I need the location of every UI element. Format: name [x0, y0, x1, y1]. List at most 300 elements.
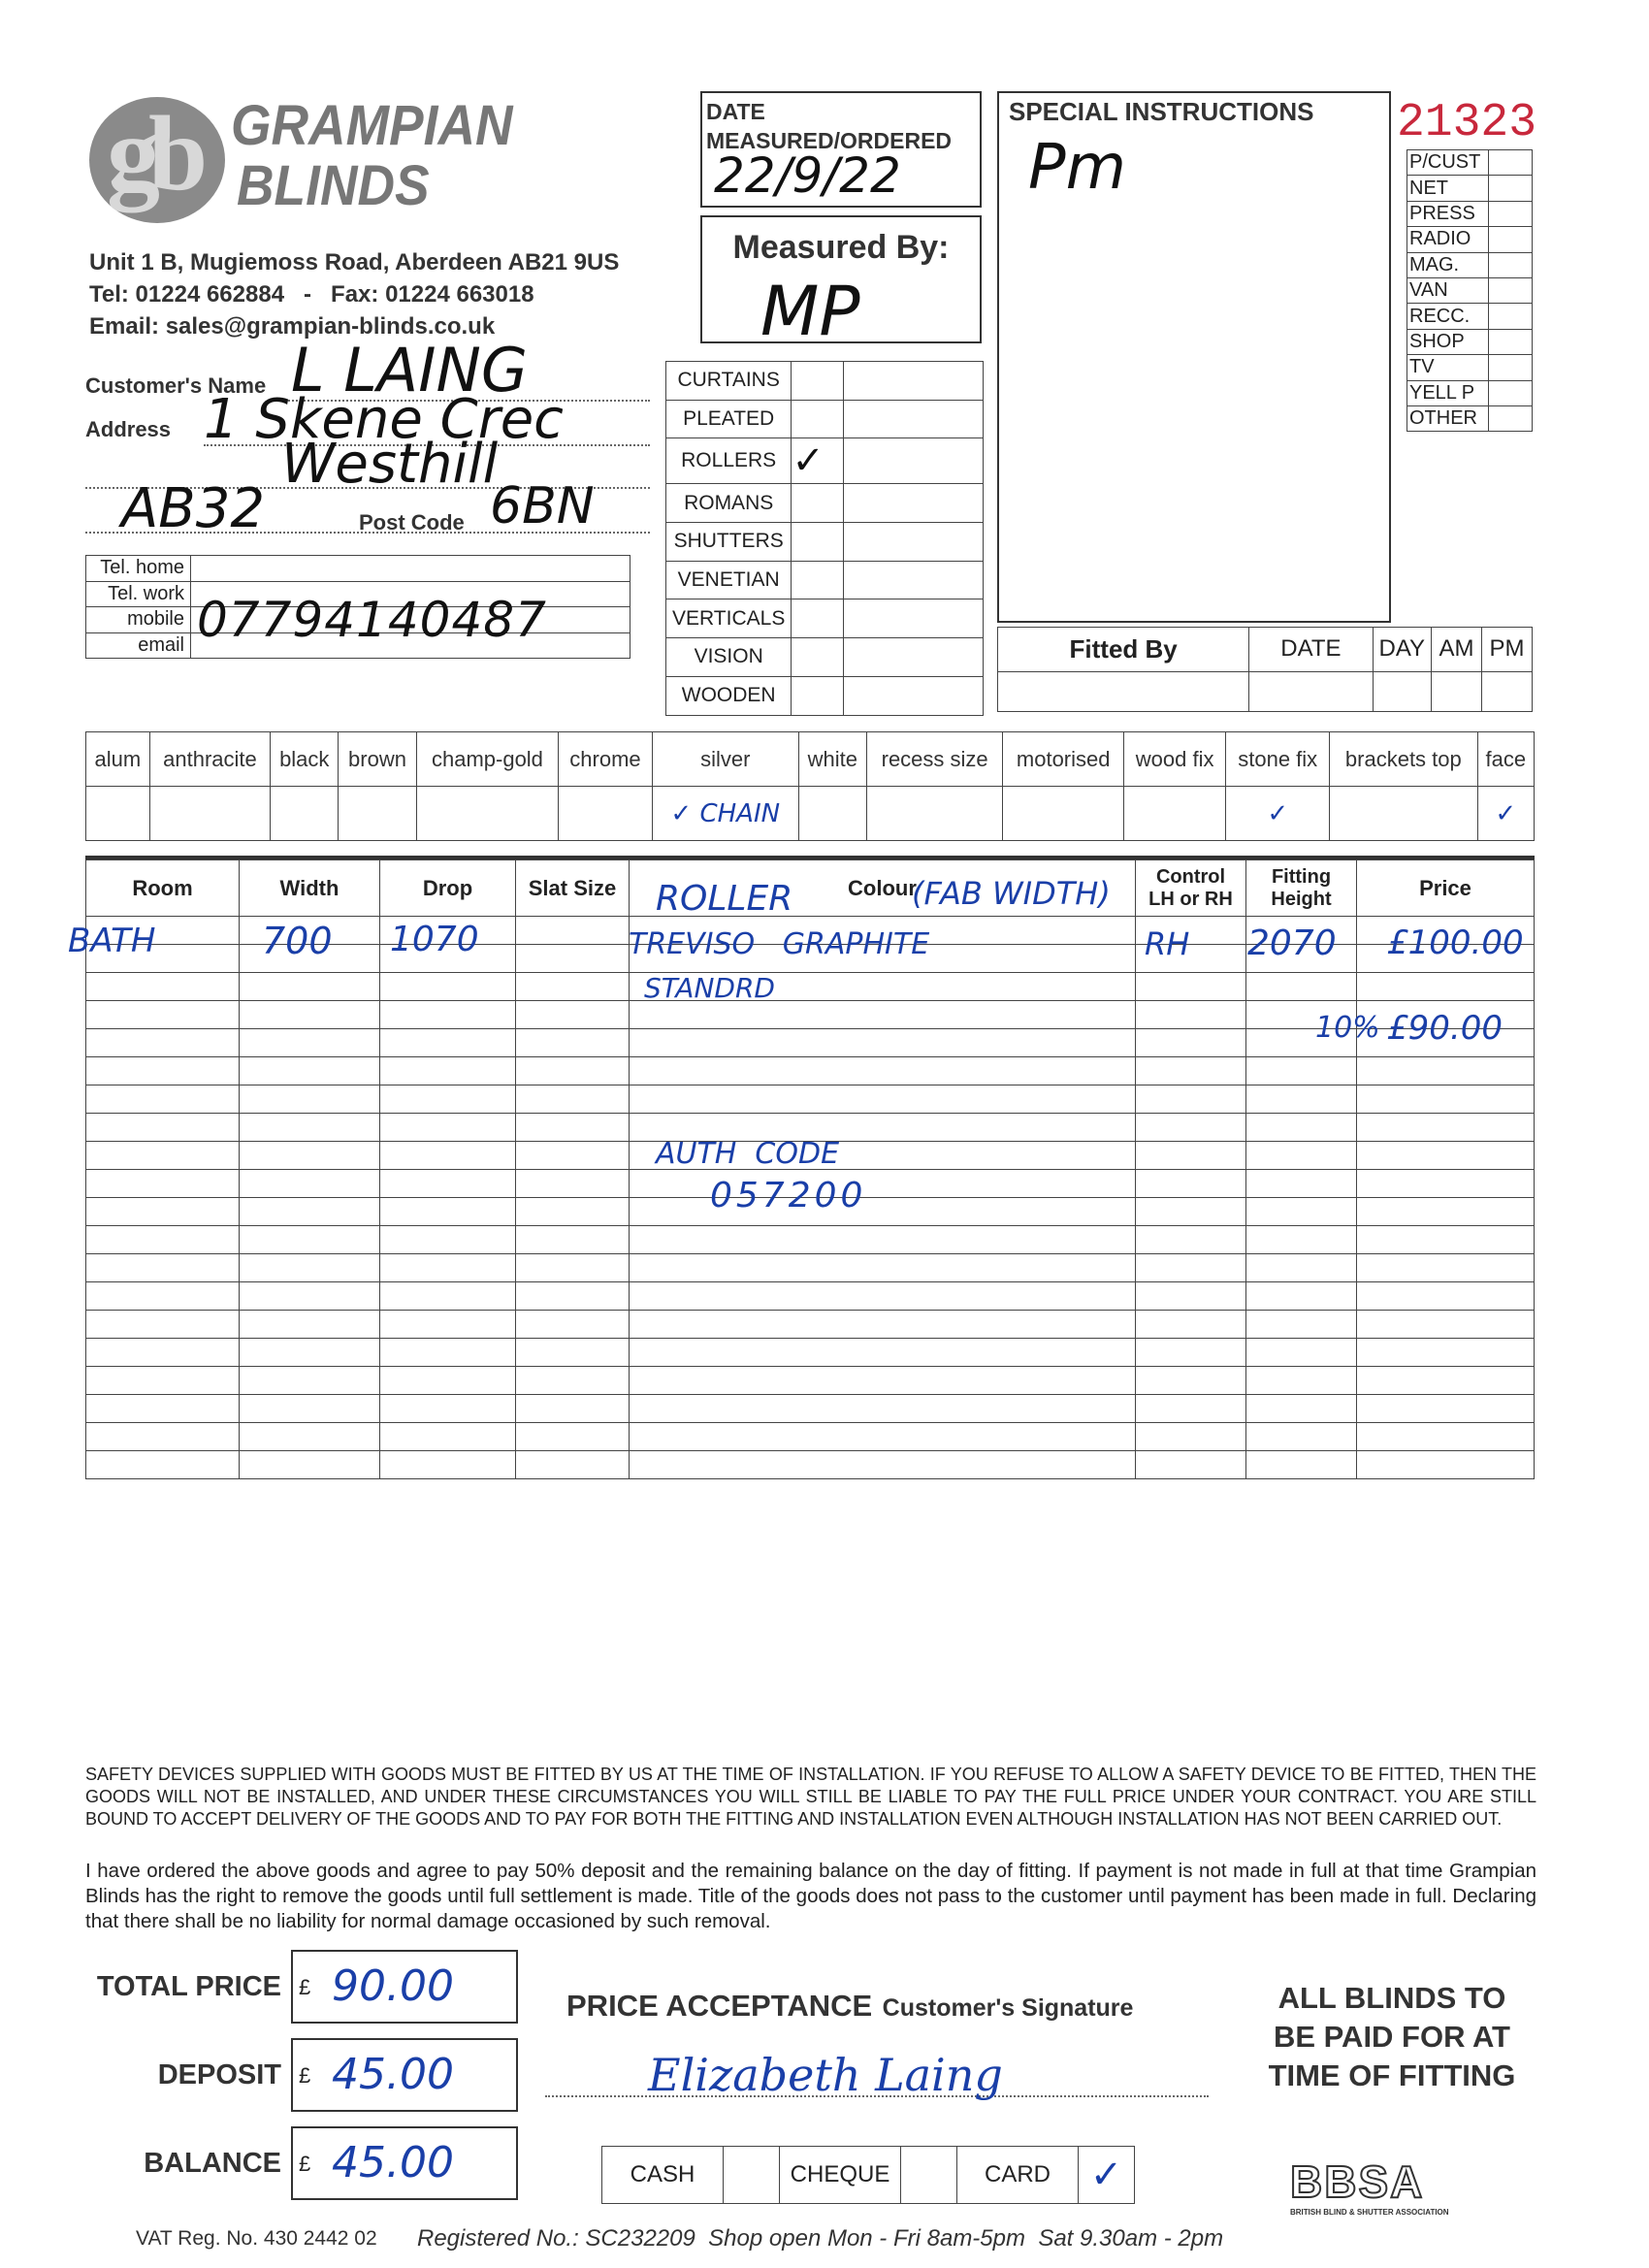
price-acceptance: [566, 1989, 1133, 2024]
measured-by-value: MP: [760, 272, 860, 351]
finish-label: recess size: [866, 732, 1003, 787]
table-cell: [1136, 1311, 1246, 1339]
total-value-2: 45.00: [332, 2138, 454, 2187]
payment-mark-cheque: [901, 2147, 957, 2204]
address-label: Address: [85, 417, 172, 441]
fitted-date-label: DATE: [1249, 628, 1373, 672]
payment-mark-card: ✓: [1079, 2147, 1135, 2204]
finish-label: face: [1477, 732, 1534, 787]
table-cell: [630, 1085, 1136, 1114]
table-cell: [380, 1114, 516, 1142]
item1-width: 700: [262, 920, 333, 962]
table-cell: [86, 1001, 240, 1029]
table-cell: [240, 973, 380, 1001]
table-cell: [1136, 1282, 1246, 1311]
table-cell: [630, 1423, 1136, 1451]
product-type-mark: ✓: [792, 438, 844, 484]
source-tick-cell: [1489, 150, 1533, 176]
source-tick-cell: [1489, 252, 1533, 277]
payment-notice: ALL BLINDS TO BE PAID FOR AT TIME OF FITTING: [1268, 1981, 1516, 2092]
finish-label: white: [798, 732, 866, 787]
table-cell: [630, 1254, 1136, 1282]
source-row: [1407, 150, 1533, 176]
table-cell: [86, 1057, 240, 1085]
product-type-mark: [792, 638, 844, 677]
product-type-label: VERTICALS: [666, 599, 792, 638]
table-cell: [516, 1339, 630, 1367]
finish-mark: [798, 787, 866, 841]
table-row: [86, 1339, 1535, 1367]
item1-room: BATH: [68, 922, 156, 960]
footer-registered: Registered No.: SC232209 Shop open Mon - Fri 8am-5pm Sat 9.30am - 2pm: [417, 2225, 1224, 2252]
source-label: RADIO: [1407, 227, 1489, 252]
table-cell: [630, 1339, 1136, 1367]
finish-label: brackets top: [1330, 732, 1477, 787]
table-cell: [86, 1254, 240, 1282]
fitted-day-label: DAY: [1373, 628, 1432, 672]
table-cell: [630, 1198, 1136, 1226]
table-row: [86, 1311, 1535, 1339]
source-label: OTHER: [1407, 405, 1489, 431]
source-label: SHOP: [1407, 329, 1489, 354]
total-box-0: [291, 1950, 518, 2024]
table-cell: [380, 1423, 516, 1451]
total-label-1: DEPOSIT: [157, 2059, 281, 2090]
table-cell: [516, 1254, 630, 1282]
finish-mark: [86, 787, 150, 841]
total-currency-2: £: [299, 2152, 311, 2176]
product-type-label: VENETIAN: [666, 561, 792, 599]
table-cell: [240, 1395, 380, 1423]
table-cell: [630, 1226, 1136, 1254]
footer-vat: VAT Reg. No. 430 2442 02: [136, 2227, 377, 2250]
table-cell: [86, 1142, 240, 1170]
source-tick-cell: [1489, 277, 1533, 303]
product-type-row: [666, 523, 984, 562]
product-type-extra: [844, 638, 984, 677]
table-cell: [1357, 1423, 1535, 1451]
col-control: Control LH or RH: [1136, 860, 1246, 917]
source-tick-cell: [1489, 355, 1533, 380]
table-cell: [630, 1057, 1136, 1085]
table-cell: [1357, 1395, 1535, 1423]
order-number: 21323: [1397, 97, 1537, 149]
product-type-row: [666, 561, 984, 599]
table-row: [86, 973, 1535, 1001]
finish-label: anthracite: [149, 732, 270, 787]
product-type-label: ROMANS: [666, 484, 792, 523]
table-cell: [240, 1339, 380, 1367]
terms-text: I have ordered the above goods and agree to pay 50% deposit and the remaining balance on the day of fitting. If payment is not made in full at that time Grampian Blinds has the right to remove the goods until full settlement is made. Title of the goods does not pass to the customer until payment has been made in full. Declaring that there shall be no liability for normal damage occasioned by such removal.: [85, 1860, 1536, 1932]
contact-value: 07794140487: [191, 607, 630, 633]
table-cell: [380, 1226, 516, 1254]
company-tel: Tel: 01224 662884 - Fax: 01224 663018: [89, 281, 534, 308]
table-cell: [516, 1367, 630, 1395]
product-type-extra: [844, 362, 984, 401]
total-box-2: [291, 2126, 518, 2200]
table-cell: [86, 1423, 240, 1451]
table-cell: [516, 1451, 630, 1479]
finish-label: champ-gold: [416, 732, 559, 787]
table-cell: [1357, 973, 1535, 1001]
product-type-row: [666, 676, 984, 715]
table-row: [86, 1226, 1535, 1254]
product-type-extra: [844, 561, 984, 599]
table-cell: [630, 1367, 1136, 1395]
payment-mark-cash: [724, 2147, 780, 2204]
table-cell: [86, 1085, 240, 1114]
table-cell: [1136, 1367, 1246, 1395]
table-cell: [630, 1282, 1136, 1311]
item1-drop: 1070: [390, 920, 479, 959]
contact-row: [86, 607, 630, 633]
table-cell: [380, 1001, 516, 1029]
table-cell: [240, 1451, 380, 1479]
table-cell: [380, 1170, 516, 1198]
table-cell: [1136, 1142, 1246, 1170]
product-type-mark: [792, 484, 844, 523]
table-cell: [1357, 1226, 1535, 1254]
table-cell: [380, 1142, 516, 1170]
table-cell: [630, 1001, 1136, 1029]
col-price: Price: [1357, 860, 1535, 917]
table-cell: [86, 1311, 240, 1339]
table-cell: [86, 1170, 240, 1198]
table-cell: [516, 1311, 630, 1339]
colour-note-roller: ROLLER: [656, 879, 793, 919]
product-type-label: CURTAINS: [666, 362, 792, 401]
company-logo: [89, 92, 235, 228]
table-cell: [1357, 1254, 1535, 1282]
table-cell: [240, 1423, 380, 1451]
table-cell: [1136, 1198, 1246, 1226]
table-cell: [516, 1001, 630, 1029]
table-cell: [1246, 1085, 1357, 1114]
table-cell: [86, 1282, 240, 1311]
table-cell: [516, 973, 630, 1001]
table-row: [86, 1451, 1535, 1479]
table-cell: [1357, 1311, 1535, 1339]
special-instructions-value: Pm: [1028, 132, 1126, 204]
finish-mark: [271, 787, 339, 841]
table-row: [86, 1282, 1535, 1311]
item1-price: £100.00: [1387, 923, 1524, 962]
bbsa-subtext: BRITISH BLIND & SHUTTER ASSOCIATION: [1290, 2208, 1449, 2217]
table-cell: [630, 1451, 1136, 1479]
item1-control: RH: [1145, 925, 1190, 962]
table-cell: [240, 1029, 380, 1057]
col-height: Fitting Height: [1246, 860, 1357, 917]
table-cell: [380, 1395, 516, 1423]
source-row: [1407, 176, 1533, 201]
table-cell: [380, 1282, 516, 1311]
product-type-extra: [844, 599, 984, 638]
col-colour-label: Colour: [848, 876, 917, 900]
product-type-label: PLEATED: [666, 400, 792, 438]
product-type-label: VISION: [666, 638, 792, 677]
table-cell: [240, 1170, 380, 1198]
source-tick-cell: [1489, 304, 1533, 329]
address-value-3: AB32: [121, 477, 265, 540]
total-currency-1: £: [299, 2063, 311, 2088]
finish-mark: [1330, 787, 1477, 841]
source-label: P/CUST: [1407, 150, 1489, 176]
table-cell: [1136, 1339, 1246, 1367]
table-cell: [1357, 1142, 1535, 1170]
safety-text: SAFETY DEVICES SUPPLIED WITH GOODS MUST BE FITTED BY US AT THE TIME OF INSTALLATION. IF YOU REFUSE TO ALLOW A SAFETY DEVICE TO BE FITTED, THEN THE GOODS WILL NOT BE INSTALLED, AND UNDER THESE CIRCUMSTANCES YOU WILL STILL BE LIABLE TO PAY THE FULL PRICE UNDER YOUR CONTRACT. YOU ARE STILL BOUND TO ACCEPT DELIVERY OF THE GOODS AND TO PAY FOR BOTH THE FITTING AND INSTALLATION EVEN ALTHOUGH INSTALLATION HAS NOT BEEN CARRIED OUT.: [85, 1765, 1536, 1829]
total-label-2: BALANCE: [144, 2148, 281, 2179]
table-cell: [1246, 973, 1357, 1001]
table-cell: [516, 1226, 630, 1254]
item1-height: 2070: [1247, 923, 1337, 963]
table-cell: [1246, 1311, 1357, 1339]
table-row: [86, 1085, 1535, 1114]
source-row: [1407, 201, 1533, 226]
product-type-label: WOODEN: [666, 676, 792, 715]
table-cell: [240, 1226, 380, 1254]
bbsa-letters: BBSA: [1290, 2156, 1425, 2207]
table-cell: [240, 1114, 380, 1142]
source-row: [1407, 329, 1533, 354]
finish-mark: ✓: [1477, 787, 1534, 841]
table-cell: [516, 1114, 630, 1142]
col-drop: Drop: [380, 860, 516, 917]
finish-mark: [1003, 787, 1123, 841]
finish-label: wood fix: [1123, 732, 1225, 787]
table-cell: [1136, 1057, 1246, 1085]
price-acceptance-title: PRICE ACCEPTANCE: [566, 1989, 873, 2023]
table-cell: [240, 1001, 380, 1029]
auth-code-label: AUTH CODE: [656, 1137, 840, 1171]
product-type-mark: [792, 523, 844, 562]
address-value-2: Westhill: [281, 433, 499, 496]
contact-label: Tel. work: [86, 581, 191, 607]
table-cell: [1357, 1339, 1535, 1367]
finish-label: motorised: [1003, 732, 1123, 787]
total-currency-0: £: [299, 1975, 311, 1999]
postcode-label: Post Code: [359, 510, 465, 535]
table-cell: [1246, 1423, 1357, 1451]
finish-label: chrome: [559, 732, 653, 787]
table-row: [86, 1057, 1535, 1085]
colour-note-fab-width: (FAB WIDTH): [912, 875, 1111, 912]
source-row: [1407, 252, 1533, 277]
table-cell: [1136, 1114, 1246, 1142]
table-cell: [1136, 1254, 1246, 1282]
table-cell: [86, 1226, 240, 1254]
table-cell: [240, 1057, 380, 1085]
table-row: [86, 1395, 1535, 1423]
item1-colour: TREVISO GRAPHITE: [629, 927, 930, 961]
table-cell: [1246, 1226, 1357, 1254]
product-type-row: [666, 599, 984, 638]
table-cell: [86, 1029, 240, 1057]
price-acceptance-sub: Customer's Signature: [882, 1994, 1134, 2022]
discount-price: £90.00: [1387, 1009, 1503, 1048]
item2-colour: STANDRD: [644, 972, 775, 1004]
table-cell: [516, 1282, 630, 1311]
table-cell: [240, 1367, 380, 1395]
finish-mark: [149, 787, 270, 841]
measured-by-box: [700, 215, 982, 351]
table-cell: [1246, 1142, 1357, 1170]
table-cell: [240, 1085, 380, 1114]
source-row: [1407, 380, 1533, 405]
table-cell: [1136, 1170, 1246, 1198]
finish-label: black: [271, 732, 339, 787]
company-name-line2: BLINDS: [237, 154, 430, 217]
table-cell: [1357, 1170, 1535, 1198]
fitted-am-label: AM: [1432, 628, 1482, 672]
table-cell: [516, 1057, 630, 1085]
source-label: VAN: [1407, 277, 1489, 303]
postcode-value: 6BN: [490, 477, 595, 535]
table-cell: [1246, 1451, 1357, 1479]
product-type-row: [666, 484, 984, 523]
contact-value: [191, 556, 630, 582]
date-measured-box: [700, 91, 982, 208]
logo-letters: gb: [107, 94, 197, 212]
table-cell: [1136, 1029, 1246, 1057]
fitted-by-label: Fitted By: [998, 628, 1249, 672]
date-measured-label: DATE MEASURED/ORDERED: [706, 99, 953, 153]
table-cell: [240, 1311, 380, 1339]
table-cell: [1136, 973, 1246, 1001]
source-tick-cell: [1489, 329, 1533, 354]
product-type-extra: [844, 400, 984, 438]
table-cell: [380, 1311, 516, 1339]
finish-mark: [1123, 787, 1225, 841]
table-cell: [1246, 1395, 1357, 1423]
source-label: TV: [1407, 355, 1489, 380]
contact-label: mobile: [86, 607, 191, 633]
fitted-date-cell: [1249, 671, 1373, 711]
product-type-label: SHUTTERS: [666, 523, 792, 562]
finish-label: brown: [339, 732, 416, 787]
address-value-1: 1 Skene Crec: [204, 388, 564, 451]
source-table: [1406, 149, 1533, 432]
payment-table: [601, 2146, 1135, 2204]
product-type-row: [666, 362, 984, 401]
product-type-extra: [844, 523, 984, 562]
table-cell: [516, 1029, 630, 1057]
contact-label: email: [86, 632, 191, 659]
table-cell: [1357, 1085, 1535, 1114]
company-name-line1: GRAMPIAN: [231, 94, 513, 157]
table-cell: [380, 1029, 516, 1057]
table-cell: [380, 973, 516, 1001]
contact-table: [85, 555, 630, 659]
source-label: YELL P: [1407, 380, 1489, 405]
customer-signature: Elizabeth Laing: [648, 2049, 1003, 2101]
product-type-table: [665, 361, 984, 716]
source-label: NET: [1407, 176, 1489, 201]
finish-label: alum: [86, 732, 150, 787]
table-cell: [240, 1142, 380, 1170]
table-cell: [86, 1367, 240, 1395]
fitted-day-cell: [1373, 671, 1432, 711]
product-type-label: ROLLERS: [666, 438, 792, 484]
finish-mark: [339, 787, 416, 841]
source-row: [1407, 405, 1533, 431]
product-type-mark: [792, 561, 844, 599]
payment-label-cash: CASH: [602, 2147, 724, 2204]
table-cell: [86, 973, 240, 1001]
company-email: Email: sales@grampian-blinds.co.uk: [89, 313, 496, 340]
auth-code-value: 057200: [710, 1176, 867, 1215]
table-cell: [1136, 1226, 1246, 1254]
date-measured-value: 22/9/22: [714, 147, 901, 204]
table-cell: [630, 1395, 1136, 1423]
table-cell: [1246, 1282, 1357, 1311]
table-cell: [240, 1254, 380, 1282]
table-cell: [1246, 1114, 1357, 1142]
table-cell: [1246, 1198, 1357, 1226]
table-cell: [516, 1423, 630, 1451]
bbsa-logo: [1290, 2155, 1513, 2223]
table-cell: [516, 917, 630, 945]
table-cell: [1357, 1451, 1535, 1479]
table-cell: [86, 1451, 240, 1479]
table-cell: [86, 1339, 240, 1367]
table-cell: [1136, 1001, 1246, 1029]
table-cell: [1136, 1451, 1246, 1479]
source-row: [1407, 304, 1533, 329]
table-cell: [380, 1057, 516, 1085]
table-cell: [380, 1339, 516, 1367]
source-tick-cell: [1489, 176, 1533, 201]
finish-table: [85, 731, 1535, 841]
finish-mark: [866, 787, 1003, 841]
table-cell: [240, 1198, 380, 1226]
source-row: [1407, 227, 1533, 252]
table-cell: [1246, 1339, 1357, 1367]
total-label-0: TOTAL PRICE: [96, 1971, 281, 2002]
total-box-1: [291, 2038, 518, 2112]
payment-label-cheque: CHEQUE: [780, 2147, 901, 2204]
special-instructions-box: [997, 91, 1391, 623]
source-tick-cell: [1489, 405, 1533, 431]
table-cell: [1136, 1395, 1246, 1423]
table-cell: [516, 1395, 630, 1423]
finish-mark: ✓: [1226, 787, 1330, 841]
col-room: Room: [86, 860, 240, 917]
table-cell: [516, 1085, 630, 1114]
source-row: [1407, 355, 1533, 380]
product-type-mark: [792, 599, 844, 638]
source-label: MAG.: [1407, 252, 1489, 277]
table-cell: [516, 1198, 630, 1226]
customer-name-label: Customer's Name: [85, 373, 267, 398]
table-cell: [86, 1198, 240, 1226]
table-cell: [1246, 1254, 1357, 1282]
table-cell: [1357, 1198, 1535, 1226]
table-row: [86, 1254, 1535, 1282]
company-address: Unit 1 B, Mugiemoss Road, Aberdeen AB21 9US: [89, 249, 620, 275]
table-cell: [380, 1451, 516, 1479]
table-cell: [630, 1311, 1136, 1339]
special-instructions-label: SPECIAL INSTRUCTIONS: [1009, 97, 1314, 126]
discount-label: 10%: [1315, 1011, 1380, 1045]
table-cell: [516, 1170, 630, 1198]
source-label: PRESS: [1407, 201, 1489, 226]
table-cell: [1357, 1114, 1535, 1142]
fitted-pm-label: PM: [1482, 628, 1533, 672]
table-cell: [1357, 1057, 1535, 1085]
product-type-row: [666, 400, 984, 438]
finish-label: stone fix: [1226, 732, 1330, 787]
total-value-0: 90.00: [332, 1961, 454, 2011]
